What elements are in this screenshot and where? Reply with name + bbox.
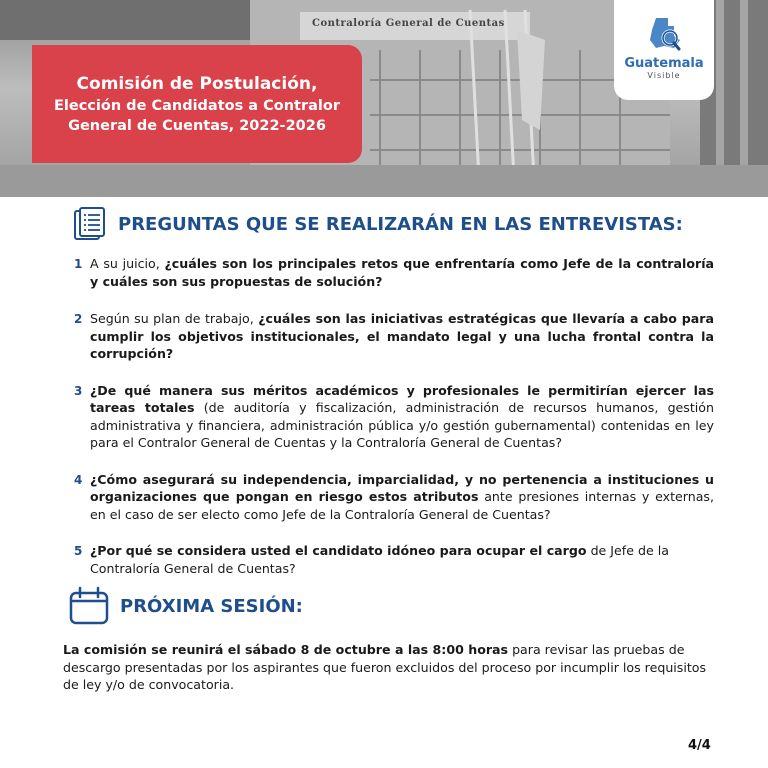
question-item bbox=[74, 471, 714, 524]
document-list-icon bbox=[72, 206, 108, 242]
questions-list bbox=[74, 255, 714, 577]
question-text: ¿De qué manera sus méritos académicos y profesionales le permitirían ejercer las tareas totales (de auditoría y fiscalización, administración de recursos humanos, gestión administrativa y financiera, administración pública y/o gestión gubernamental) contenidas en ley para el Contralor General de Cuentas y la Contraloría General de Cuentas? bbox=[90, 382, 714, 450]
next-session-rest: para revisar las pruebas de descargo presentadas por los aspirantes que fueron excluidos del proceso por incumplir los requisitos de ley y/o de convocatoria. bbox=[63, 642, 707, 692]
questions-title: PREGUNTAS QUE SE REALIZARÁN EN LAS ENTREVISTAS: bbox=[118, 213, 683, 235]
question-number: 3 bbox=[74, 383, 83, 398]
title-banner bbox=[32, 45, 362, 163]
question-number: 4 bbox=[74, 472, 83, 487]
logo-name: Guatemala bbox=[624, 56, 704, 71]
title-line-3: General de Cuentas, 2022-2026 bbox=[68, 118, 326, 134]
guatemala-map-icon bbox=[644, 14, 684, 54]
calendar-icon bbox=[68, 586, 110, 626]
question-number: 2 bbox=[74, 312, 83, 326]
question-number: 1 bbox=[74, 257, 83, 271]
guatemala-visible-logo bbox=[614, 0, 714, 100]
building-sign: Contraloría General de Cuentas bbox=[312, 18, 505, 29]
question-item bbox=[74, 255, 714, 290]
title-line-2: Elección de Candidatos a Contralor bbox=[53, 98, 340, 114]
next-session-title: PRÓXIMA SESIÓN: bbox=[120, 595, 303, 617]
question-number: 5 bbox=[74, 544, 83, 558]
question-item bbox=[74, 382, 714, 452]
page-number: 4/4 bbox=[688, 738, 711, 753]
next-session-heading bbox=[68, 586, 303, 626]
question-item bbox=[74, 542, 714, 577]
question-item bbox=[74, 310, 714, 363]
next-session-bold: La comisión se reunirá el sábado 8 de octubre a las 8:00 horas bbox=[63, 642, 509, 657]
logo-sub: Visible bbox=[647, 71, 681, 80]
title-line-1: Comisión de Postulación, bbox=[76, 74, 318, 94]
questions-heading bbox=[72, 206, 683, 242]
question-text: ¿Por qué se considera usted el candidato idóneo para ocupar el cargo de Jefe de la Contraloría General de Cuentas? bbox=[90, 543, 669, 576]
question-text: ¿Cómo asegurará su independencia, imparcialidad, y no pertenencia a instituciones u organizaciones que pongan en riesgo estos atributos ante presiones internas y externas, en el caso de ser electo como Jefe de la Contraloría General de Cuentas? bbox=[90, 471, 714, 522]
question-text: A su juicio, ¿cuáles son los principales retos que enfrentaría como Jefe de la contraloría y cuáles son sus propuestas de solución? bbox=[90, 256, 715, 289]
next-session-text bbox=[63, 641, 713, 694]
question-text: Según su plan de trabajo, ¿cuáles son las iniciativas estratégicas que llevaría a cabo para cumplir los objetivos institucionales, el mandato legal y una lucha frontal contra la corrupción? bbox=[90, 311, 714, 361]
